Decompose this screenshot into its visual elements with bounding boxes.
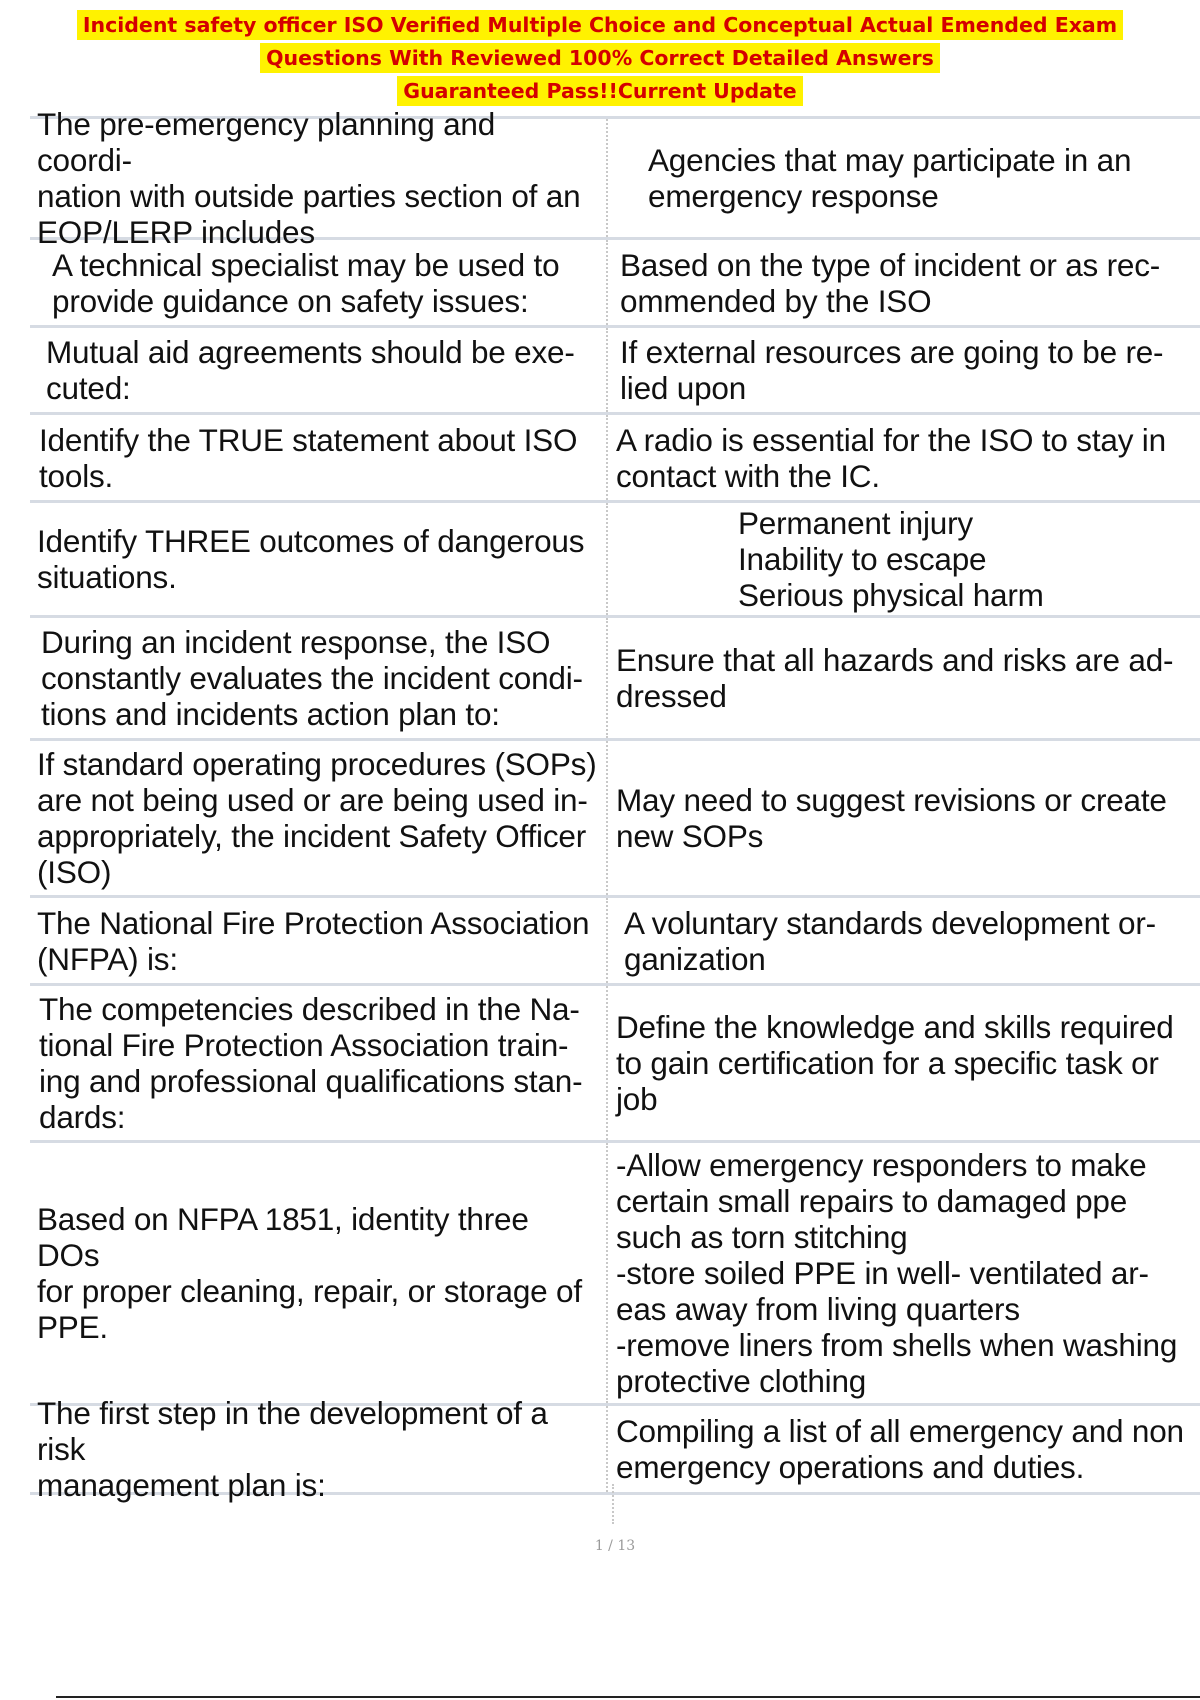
- qa-term: The National Fire Protection Association (NFPA) is:: [30, 898, 608, 983]
- qa-row: [30, 1143, 1200, 1406]
- qa-definition: Permanent injury Inability to escape Serious physical harm: [738, 505, 1044, 613]
- qa-row: [30, 986, 1200, 1143]
- footer-rule: [56, 1696, 1200, 1698]
- qa-definition: Define the knowledge and skills required to gain certification for a specific task or job: [616, 1009, 1174, 1117]
- qa-term: During an incident response, the ISO constantly evaluates the incident condi- tions and incidents action plan to:: [30, 618, 608, 738]
- column-divider-tail: [612, 1484, 614, 1524]
- qa-table: [30, 106, 1200, 1503]
- qa-row: [30, 240, 1200, 328]
- qa-row: [30, 898, 1200, 986]
- qa-row: [30, 503, 1200, 618]
- qa-row: [30, 106, 1200, 250]
- document-header: [0, 8, 1200, 107]
- qa-term: A technical specialist may be used to provide guidance on safety issues:: [30, 240, 608, 325]
- qa-term: Mutual aid agreements should be exe- cuted:: [30, 328, 608, 412]
- qa-definition: Based on the type of incident or as rec- ommended by the ISO: [620, 246, 1161, 319]
- qa-definition: -Allow emergency responders to make certain small repairs to damaged ppe such as torn stitching -store soiled PPE in well- ventilated ar- eas away from living quarters -remove liners from shells when washing protective clothing: [616, 1147, 1178, 1399]
- qa-definition: A radio is essential for the ISO to stay in contact with the IC.: [616, 421, 1166, 494]
- qa-definition: A voluntary standards development or- ganization: [624, 904, 1156, 977]
- page-number: 1 / 13: [594, 1538, 636, 1554]
- qa-term: If standard operating procedures (SOPs) are not being used or are being used in- appropriately, the incident Safety Officer (ISO): [30, 741, 608, 895]
- qa-definition: If external resources are going to be re- lied upon: [620, 334, 1164, 406]
- qa-row: [30, 741, 1200, 898]
- qa-definition: May need to suggest revisions or create new SOPs: [616, 782, 1167, 854]
- title-line-3: Guaranteed Pass!!Current Update: [397, 76, 802, 106]
- qa-row: [30, 618, 1200, 741]
- qa-term: Identify the TRUE statement about ISO tools.: [30, 415, 608, 500]
- qa-row: [30, 328, 1200, 415]
- qa-definition: Agencies that may participate in an emergency response: [648, 142, 1132, 214]
- title-line-2: Questions With Reviewed 100% Correct Detailed Answers: [260, 43, 940, 73]
- qa-term: The first step in the development of a risk management plan is:: [30, 1406, 608, 1492]
- title-line-1: Incident safety officer ISO Verified Multiple Choice and Conceptual Actual Emended Exam: [77, 10, 1123, 40]
- qa-definition: Ensure that all hazards and risks are ad- dressed: [616, 642, 1174, 714]
- qa-definition: Compiling a list of all emergency and non emergency operations and duties.: [616, 1413, 1184, 1485]
- qa-row: [30, 415, 1200, 503]
- qa-row: [30, 1395, 1200, 1503]
- qa-term: Identify THREE outcomes of dangerous situations.: [30, 503, 608, 615]
- qa-term: The pre-emergency planning and coordi- nation with outside parties section of an EOP/LERP includes: [30, 119, 608, 237]
- qa-term: The competencies described in the Na- tional Fire Protection Association train- ing and professional qualifications stan- dards:: [30, 986, 608, 1140]
- qa-term: Based on NFPA 1851, identity three DOs for proper cleaning, repair, or storage of PPE.: [30, 1143, 608, 1403]
